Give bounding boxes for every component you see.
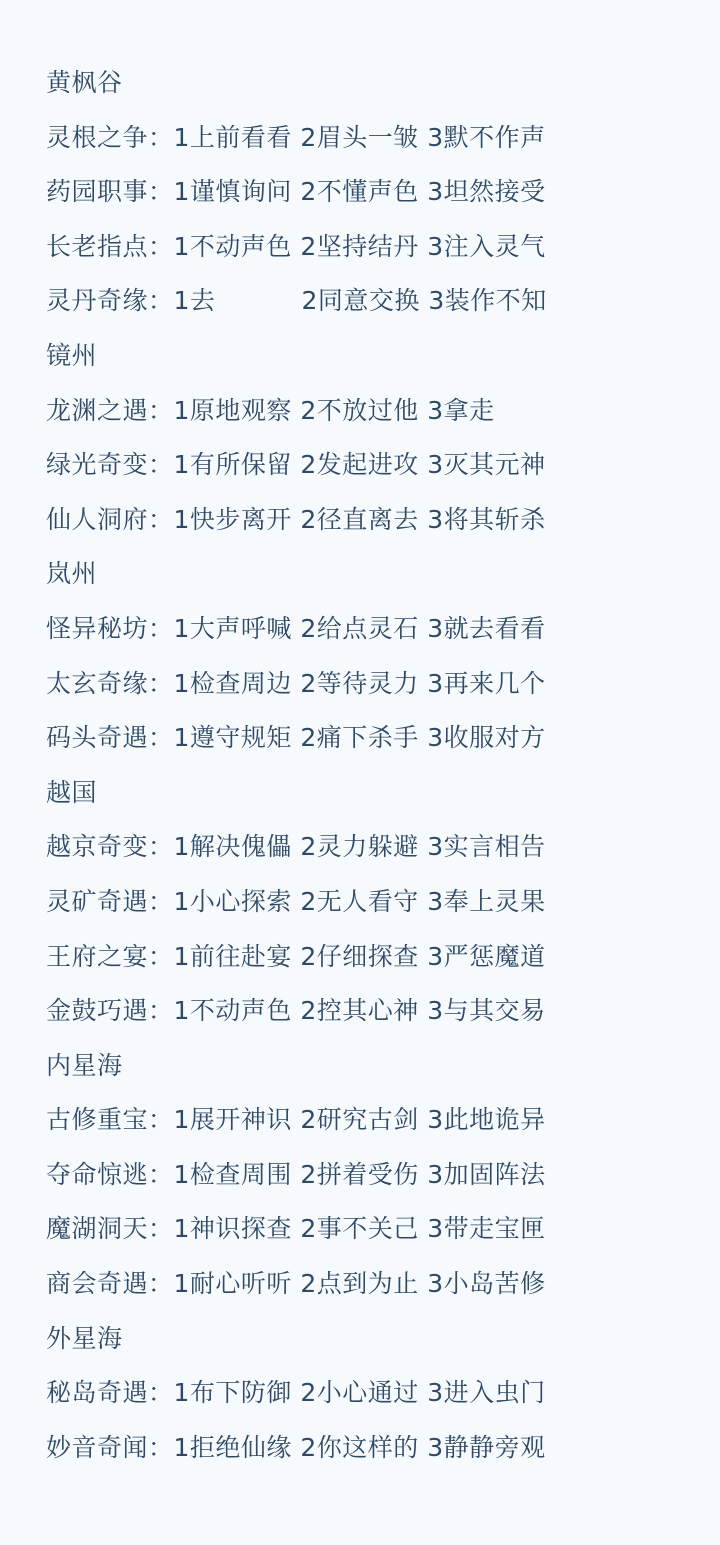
option-2: 2拼着受伤 (300, 1159, 419, 1189)
option-1: 1谨慎询问 (173, 177, 292, 207)
option-1: 1耐心听听 (173, 1269, 292, 1299)
option-1: 1展开神识 (173, 1105, 292, 1135)
separator: ： (148, 1432, 174, 1462)
option-3: 3严惩魔道 (427, 941, 546, 971)
list-item (46, 602, 686, 657)
option-1: 1不动声色 (173, 231, 292, 261)
list-item (46, 438, 686, 493)
list-item (46, 1148, 686, 1203)
separator: ： (148, 1105, 174, 1135)
list-item (46, 493, 686, 548)
option-3: 3将其斩杀 (427, 504, 546, 534)
separator: ： (148, 723, 174, 753)
list-item (46, 875, 686, 930)
option-2: 2不懂声色 (300, 177, 419, 207)
encounter-name: 灵矿奇遇 (46, 886, 149, 916)
separator: ： (148, 941, 174, 971)
option-2: 2小心通过 (300, 1378, 419, 1408)
encounter-name: 金鼓巧遇 (46, 996, 149, 1026)
option-3: 3就去看看 (427, 613, 546, 643)
encounter-name: 龙渊之遇 (46, 395, 149, 425)
option-1: 1快步离开 (173, 504, 292, 534)
region-heading: 镜州 (46, 340, 98, 370)
separator: ： (148, 1269, 174, 1299)
option-1: 1去 (173, 286, 216, 316)
encounter-name: 古修重宝 (46, 1105, 149, 1135)
region-heading: 内星海 (46, 1050, 123, 1080)
encounter-name: 码头奇遇 (46, 723, 149, 753)
separator: ： (148, 177, 174, 207)
option-2: 2点到为止 (300, 1269, 419, 1299)
list-item (46, 1366, 686, 1421)
encounter-name: 夺命惊逃 (46, 1159, 149, 1189)
option-2: 2同意交换 (301, 286, 420, 316)
separator: ： (148, 450, 174, 480)
list-item (46, 274, 686, 329)
list-item (46, 1257, 686, 1312)
option-2: 2给点灵石 (300, 613, 419, 643)
list-item (46, 820, 686, 875)
option-2: 2痛下杀手 (300, 723, 419, 753)
option-3: 3与其交易 (427, 996, 546, 1026)
option-1: 1上前看看 (173, 122, 292, 152)
separator: ： (148, 832, 174, 862)
option-3: 3拿走 (427, 395, 495, 425)
option-3: 3收服对方 (427, 723, 546, 753)
encounter-name: 灵根之争 (46, 122, 149, 152)
region-heading: 黄枫谷 (46, 68, 123, 97)
list-item (46, 930, 686, 985)
separator: ： (148, 886, 174, 916)
encounter-name: 仙人洞府 (46, 504, 149, 534)
option-1: 1拒绝仙缘 (173, 1432, 292, 1462)
separator: ： (148, 1159, 174, 1189)
option-1: 1遵守规矩 (173, 723, 292, 753)
option-2: 2眉头一皱 (300, 122, 419, 152)
encounter-name: 妙音奇闻 (46, 1432, 149, 1462)
option-3: 3进入虫门 (427, 1378, 546, 1408)
option-3: 3灭其元神 (427, 450, 546, 480)
encounter-name: 魔湖洞天 (46, 1214, 149, 1244)
separator: ： (148, 1378, 174, 1408)
option-1: 1有所保留 (173, 450, 292, 480)
separator: ： (148, 395, 174, 425)
option-2: 2控其心神 (300, 996, 419, 1026)
option-2: 2你这样的 (300, 1432, 419, 1462)
separator: ： (148, 286, 174, 316)
separator: ： (148, 122, 174, 152)
separator: ： (148, 668, 174, 698)
option-3: 3再来几个 (427, 668, 546, 698)
list-item (46, 1421, 686, 1476)
option-3: 3带走宝匣 (427, 1214, 546, 1244)
option-3: 3加固阵法 (427, 1159, 546, 1189)
list-item (46, 657, 686, 712)
option-2: 2径直离去 (300, 504, 419, 534)
option-3: 3默不作声 (427, 122, 546, 152)
option-1: 1小心探索 (173, 886, 292, 916)
list-item (46, 165, 686, 220)
encounter-name: 长老指点 (46, 231, 149, 261)
option-3: 3小岛苦修 (427, 1269, 546, 1299)
list-item (46, 1202, 686, 1257)
separator: ： (148, 504, 174, 534)
separator: ： (148, 1214, 174, 1244)
encounter-name: 绿光奇变 (46, 450, 149, 480)
region-heading: 岚州 (46, 559, 98, 589)
encounter-name: 王府之宴 (46, 941, 149, 971)
option-1: 1解决傀儡 (173, 832, 292, 862)
encounter-name: 商会奇遇 (46, 1269, 149, 1299)
option-1: 1布下防御 (173, 1378, 292, 1408)
region-heading: 越国 (46, 777, 98, 807)
encounter-name: 怪异秘坊 (46, 613, 149, 643)
option-1: 1原地观察 (173, 395, 292, 425)
option-2: 2无人看守 (300, 886, 419, 916)
list-item (46, 111, 686, 166)
list-item (46, 384, 686, 439)
option-2: 2研究古剑 (300, 1105, 419, 1135)
option-3: 3实言相告 (427, 832, 546, 862)
option-1: 1神识探查 (173, 1214, 292, 1244)
option-2: 2不放过他 (300, 395, 419, 425)
separator: ： (148, 996, 174, 1026)
option-1: 1检查周围 (173, 1159, 292, 1189)
option-3: 3奉上灵果 (427, 886, 546, 916)
separator: ： (148, 231, 174, 261)
strategy-list (46, 56, 686, 1475)
option-1: 1不动声色 (173, 996, 292, 1026)
list-item (46, 711, 686, 766)
option-3: 3静静旁观 (427, 1432, 546, 1462)
option-2: 2等待灵力 (300, 668, 419, 698)
list-item (46, 1093, 686, 1148)
option-3: 3坦然接受 (427, 177, 546, 207)
list-item (46, 984, 686, 1039)
encounter-name: 灵丹奇缘 (46, 286, 149, 316)
option-1: 1检查周边 (173, 668, 292, 698)
option-2: 2灵力躲避 (300, 832, 419, 862)
option-2: 2坚持结丹 (300, 231, 419, 261)
option-3: 3装作不知 (428, 286, 547, 316)
encounter-name: 药园职事 (46, 177, 149, 207)
encounter-name: 太玄奇缘 (46, 668, 149, 698)
region-heading: 外星海 (46, 1323, 123, 1353)
option-2: 2发起进攻 (300, 450, 419, 480)
encounter-name: 秘岛奇遇 (46, 1378, 149, 1408)
option-3: 3注入灵气 (427, 231, 546, 261)
option-2: 2仔细探查 (300, 941, 419, 971)
encounter-name: 越京奇变 (46, 832, 149, 862)
list-item (46, 220, 686, 275)
option-3: 3此地诡异 (427, 1105, 546, 1135)
option-2: 2事不关己 (300, 1214, 419, 1244)
option-1: 1大声呼喊 (173, 613, 292, 643)
option-1: 1前往赴宴 (173, 941, 292, 971)
separator: ： (148, 613, 174, 643)
